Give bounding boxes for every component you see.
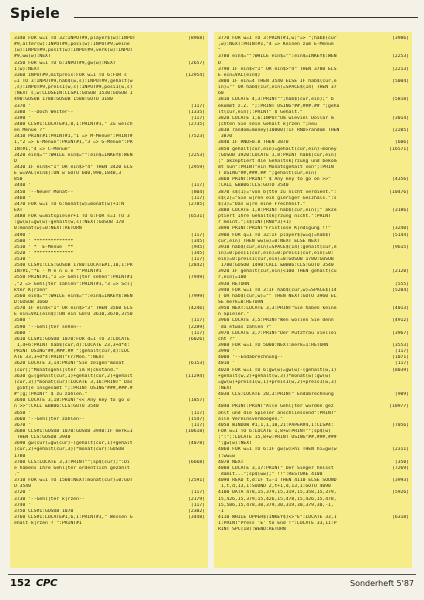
code-text: 3620 LOCATE 3,14:PRINT"Sie zeigen"monat: [14, 361, 125, 367]
code-text: 3810 LOCATE 4,3:PRINT"";hab$(cur,ein);" b: [218, 97, 334, 103]
code-text: SE merk=0:RETURN: [218, 300, 264, 306]
checksum: [6668]: [188, 459, 205, 465]
code-text: |chten Sie sein Gehalt k|rzen ";neu: [218, 121, 317, 127]
code-text: 3920 IF gehalt(cur,ein)<100 THEN gehalt(cu: [218, 269, 337, 275]
code-text: :GOSUB 3920:LOCATE 1,8:PRINT hab$(cur,ein): [218, 152, 337, 158]
code-text: 3360 INPUT#9,mitpreis:FOR w=1 TO 6:FOR s: [14, 72, 127, 78]
code-text: 0:monat(w)=0:NEXT:RETURN: [14, 226, 82, 232]
code-listing-right: [218, 36, 409, 533]
code-text: 3680 CLS#1:GOSUB 1070:GOSUB 3940:IF merk=1: [14, 429, 133, 434]
code-text: 3340 FOR w=1 TO 32:INPUT#9,player$(w):INPUT: [14, 36, 136, 41]
code-text: D:GOSUB 1660: [14, 300, 48, 306]
code-text: 4040 PRINT:PRINT"Alle Gehl|ter wurden gez: [218, 404, 334, 410]
code-text: 3400 CLS#1:LOCATE#1,8,1:PRINT#1," Zu welch: [14, 121, 133, 127]
code-text: 1780:GOSUB 1490:CALL &BB06:CLS:GOTO 3540: [218, 263, 334, 269]
code-text: 3860 PRINT:PRINT" $ Any key to go on >>": [218, 177, 331, 183]
checksum: [117]: [190, 232, 205, 238]
code-text: 3830 random=money(10000):IF RND>random THEN: [218, 128, 340, 134]
code-text: 3440 ': [14, 183, 31, 189]
code-text: 3490 ': [14, 232, 31, 238]
code-text: ein)=0:preis1(cur,ein)=0:GOSUB 1780:GOSUB: [218, 257, 334, 263]
checksum: [3993]: [392, 478, 409, 484]
code-text: ) OR hab$(cur,w)="" THEN NEXT:GOTO 3960 EL: [218, 293, 337, 299]
checksum: [10618]: [185, 429, 205, 434]
code-listing-left: [14, 36, 205, 527]
code-text: ": [218, 48, 221, 54]
code-text: 3520 ' **************: [14, 250, 74, 256]
checksum: [1335]: [188, 109, 205, 115]
checksum: [11294]: [185, 373, 205, 379]
code-text: 15,506,15,478,30,379,30,319,30,379,30,-1,: [218, 502, 334, 508]
code-text: #";g;:PRINT" $ zu zahlen.": [14, 392, 88, 398]
code-text: n >>":CALL &BB06:CLS:GOTO 3540: [14, 404, 99, 410]
code-text: $(3)="Das w|re eine Frechheit.": [218, 201, 306, 207]
checksum: [555]: [394, 281, 409, 287]
checksum: [2657]: [188, 60, 205, 66]
checksum: [909]: [394, 392, 409, 398]
code-text: 3640 LOCATE 3,18:PRINT"<< Any key to go o: [14, 398, 130, 404]
code-text: 3980 FOR w=1 TO 5000:NEXT:merk=1:RETURN: [218, 343, 329, 349]
checksum: [6153]: [188, 361, 205, 367]
checksum: [5926]: [392, 490, 409, 496]
code-text: r meint.";s$(INT(RND*3)+1): [218, 220, 292, 226]
code-text: -1: [218, 508, 224, 514]
code-text: (w):INPUT#9,posit(w):INPUT#9,verk(w):INPUT: [14, 48, 133, 54]
code-text: 3960 LOCATE 3,5:PRINT"Wen wollen Sie denn: [218, 318, 334, 324]
code-text: 3480 FOR w=mitspieler+1 TO 6:FOR s=1 TO 3: [14, 214, 130, 220]
code-text: 3590 '--Gehl|ter sehen--: [14, 324, 82, 330]
code-text: :gw(w)=gw(w)-gehalt(w,s):NEXT:GOSUB 178: [14, 220, 125, 226]
code-text: O 3540: [14, 484, 31, 490]
code-text: INT#1,"4 => C-Menue": [14, 146, 71, 152]
code-text: EXT: [14, 207, 23, 213]
code-text: .": [14, 471, 20, 477]
code-text: damit...";sp$(ww);" !!":RESTORE 4100: [218, 471, 323, 477]
header-rule: [74, 17, 418, 18]
checksum: [117]: [190, 183, 205, 189]
code-text: 1780: [14, 453, 26, 459]
code-text: 3940 FOR w=1 TO 3:IF hab$(cur,w)=SPACE$(14: [218, 287, 337, 293]
code-text: ,"2 => Gehl|ter zahlen":PRINT#1,"3 => Scl|: [14, 281, 133, 287]
code-text: E ein=VAL(ein$):ON ein GOTO 3610,3670,3750: [14, 312, 133, 318]
checksum: [4912]: [392, 318, 409, 324]
code-text: 3460 ': [14, 195, 31, 201]
code-text: 4080 LOCATE 3,17:PRINT" Der Sieger heisst: [218, 465, 334, 471]
code-text: 3970 LOCATE 3,7:PRINT"Der Putzfrau viellei: [218, 330, 337, 336]
code-text: e habens Ihre Gehl|ter ordentlich gezahlt: [14, 465, 130, 471]
code-text: 3500 ' **************: [14, 238, 74, 244]
code-text: 3560 ein$="":WHILE ein$="":ein$=INKEY$:WEN: [14, 293, 133, 299]
checksum: [5818]: [392, 97, 409, 103]
checksum: [2959]: [188, 164, 205, 170]
code-text: 4090 READ t,d:IF t=-1 THEN 4110 ELSE SOUND: [218, 478, 337, 484]
checksum: [8968]: [188, 36, 205, 41]
code-text: 3730 '--Gehl|ter k|rzen--: [14, 496, 85, 502]
code-text: 4070 NEXT: [218, 459, 244, 465]
code-text: THEN CLS:GOSUB 3940: [14, 435, 71, 441]
checksum: [2120]: [392, 269, 409, 275]
checksum: [3553]: [392, 343, 409, 349]
checksum: [117]: [190, 103, 205, 109]
checksum: [117]: [190, 115, 205, 121]
checksum: [7949]: [188, 275, 205, 281]
code-text: 3870: [218, 134, 233, 140]
code-text: :NEXT s,w:CLOSEIN:CLS#1:GOSUB 1530:GOSUB 1: [14, 91, 133, 97]
checksum: [117]: [190, 195, 205, 201]
code-text: 4020 FOR w=1 TO 6:gw(w)=gw(w)-(gehalt(w,1): [218, 367, 337, 373]
code-text: 490:GOSUB 1780:GOSUB 1580:GOTO 3180: [14, 97, 113, 103]
code-text: (cur,2)+gehalt(cur,3))*monat(cur):GOSUB: [14, 447, 125, 453]
code-line: [14, 521, 205, 527]
checksum: [6026]: [188, 336, 205, 342]
code-text: 3690 gw(cur)=gw(cur)-(gehalt(cur,1)+gehalt: [14, 441, 133, 447]
code-text: 850: [14, 177, 23, 183]
issue-label: Sonderheft 5'87: [349, 579, 414, 588]
code-text: 1:PRINT"Press 'E' to End !":LOCATE 33,11:P: [218, 521, 337, 527]
code-text: 3990 ': [218, 349, 235, 355]
code-text: 3890 PRINT:PRINT"Fristlose K|ndigung !!": [218, 226, 331, 232]
checksum: [16571]: [389, 146, 409, 152]
code-text: 1:w):NEXT: [14, 66, 40, 72]
code-text: 3540 CLS#1:CLS:GOSUB 1780:LOCATE#1,10,1:PR: [14, 263, 133, 269]
code-text: 1,"2 => E-Menue":PRINT#1,"3 => G-Menue":PR: [14, 140, 133, 146]
code-text: 3580 ': [14, 318, 31, 324]
code-text: cur,ein) THEN ww(w)=0:NEXT ELSE NEXT: [218, 238, 320, 244]
checksum: [3240]: [392, 226, 409, 232]
code-text: :CALL &BB06:CLS:GOTO 3540: [218, 183, 289, 189]
code-text: ,s):INPUT#9,preis1(w,s):INPUT#9,posi1(w,s): [14, 85, 133, 91]
code-text: 4050 WINDOW #1,1,1,10,21:PAPER#4,1:CLS#4:: [218, 422, 334, 428]
code-text: 3450 '--Neuer Monat--: [14, 189, 74, 195]
checksum: [1071]: [392, 355, 409, 361]
checksum: [117]: [190, 330, 205, 336]
code-text: 3930 RETURN: [218, 281, 250, 287]
code-text: INT#1,"*E - M e n u e *"PRINT#1: [14, 269, 102, 275]
checksum: [5144]: [392, 232, 409, 238]
code-line: [218, 527, 409, 533]
code-text: ehalt k|rzen ? ":PRINT#1: [14, 521, 82, 527]
checksum: [3986]: [392, 36, 409, 41]
checksum: [2302]: [188, 508, 205, 514]
checksum: [117]: [190, 318, 205, 324]
code-text: 4000 '--Endabrechnung--: [218, 355, 283, 361]
code-text: n Spieler.": [218, 312, 250, 318]
code-text: mt nun":PRINT"ein Monatsgehalt von";:PRIN: [218, 164, 334, 170]
code-text: 3700 CLS:LOCATE 3,3:PRINT"";sp$(cur);":Di: [14, 459, 130, 465]
code-text: in)=0:posi1(cur,ein)=0:preis1(cur,ein)=0:: [218, 250, 334, 256]
code-text: 3900 FOR q=1 TO 32:IF player$(w=q)=hab$(: [218, 232, 331, 238]
code-text: 3870 s$(1)="von b|tte zu nicht verdient.":: [218, 189, 337, 195]
code-text: 3550 PRINT#1,"1 => Gehl|ter sehen":PRINT#1: [14, 275, 133, 281]
checksum: [6531]: [188, 214, 205, 220]
checksum: [117]: [190, 257, 205, 263]
checksum: [7523]: [188, 134, 205, 140]
code-text: 4010 ': [218, 361, 235, 367]
checksum: [6318]: [392, 514, 409, 520]
code-text: 3840 IF RND>0.8 THEN 3870: [218, 140, 289, 146]
code-text: 3820 LOCATE 1,6:INPUT"Um wieviel Dollar m: [218, 115, 334, 121]
checksum: [3448]: [188, 514, 205, 520]
code-text: lt(cur,ein);:PRINT" $ Gehalt.": [218, 109, 303, 115]
checksum: [945]: [190, 244, 205, 250]
code-text: 4060 FOR w=1 TO 6:IF gw(w)>hi THEN hi=gw(w: [218, 447, 337, 453]
code-text: =gw(w)+preis1(w,1)+preis1(w,2)+preis1(w,3): [218, 379, 337, 385]
checksum: [606]: [394, 140, 409, 146]
code-text: 3720 ': [14, 490, 31, 496]
code-text: RINT SPC(18):WEND:RETURN: [218, 527, 286, 533]
checksum: [8039]: [392, 367, 409, 373]
code-text: 3600 ': [14, 330, 31, 336]
checksum: [4013]: [392, 306, 409, 312]
code-text: 3350 FOR w=1 TO 6:INPUT#9,gw(w):NEXT: [14, 60, 116, 66]
code-text: 3770 FOR w=1 TO 3:PRINT#1,w;"=> ";hab$(cur: [218, 36, 337, 41]
checksum: [3014]: [392, 115, 409, 121]
code-text: 3530 ': [14, 257, 31, 263]
code-text: ekommt z.Z. ";:PRINT USING"##,###.## ";geha: [218, 103, 340, 109]
checksum: [10476]: [389, 189, 409, 195]
code-text: 3660 '--Gehl|ter zahlen--: [14, 416, 85, 422]
page-header: [8, 6, 420, 26]
code-text: s$(2)="Sie w|ren ein gieriger Geizhals.":s: [218, 195, 337, 201]
section-title: Spiele: [10, 6, 60, 22]
code-text: ):ww=w: [218, 453, 235, 459]
checksum: [345]: [190, 238, 205, 244]
code-text: 3380 '--Doch Weiter--: [14, 109, 74, 115]
code-text: 3800 IF ein=4 THEN 3540 ELSE IF hab$(cur,e: [218, 78, 337, 84]
checksum: [117]: [190, 490, 205, 496]
checksum: [117]: [394, 361, 409, 367]
code-text: PRINT USING"##,###.## ";gehalt(cur,d):LOC: [14, 349, 130, 355]
code-text: ahlt und die Spieler anschliessend":PRINT": [218, 410, 337, 416]
checksum: [3186]: [392, 207, 409, 213]
checksum: [3967]: [392, 330, 409, 336]
checksum: [1857]: [188, 398, 205, 404]
checksum: [4078]: [188, 441, 205, 447]
code-text: alle Vereinsvermoegen.": [218, 416, 283, 422]
code-text: kter K|rzen": [14, 287, 48, 293]
code-text: (cur);"Monatsgehl|lter im R|ckstand.": [14, 367, 119, 373]
code-text: 3670 ': [14, 422, 31, 428]
checksum: [345]: [190, 250, 205, 256]
code-text: cht ?": [218, 336, 235, 342]
checksum: [1547]: [188, 416, 205, 422]
code-text: 3610 CLS#1:GOSUB 1070:FOR d=1 TO 3:LOCATE: [14, 336, 130, 342]
code-text: D: [14, 158, 17, 164]
code-text: 1,d+6:PRINT hab$(cur,d):LOCATE 23,3+d*4:: [14, 343, 130, 349]
checksum: [2253]: [392, 54, 409, 60]
checksum: [7999]: [188, 293, 205, 299]
code-text: da etwas zahlen ?": [218, 324, 272, 330]
checksum: [2253]: [188, 152, 205, 158]
code-text: 3430 IF ein$<"1" OR ein$>"4" THEN 3420 ELS: [14, 164, 133, 170]
checksum: [2179]: [188, 496, 205, 502]
checksum: [4246]: [188, 306, 205, 312]
code-text: 4110 WHILE UPPER$(INKEY$)<>"E":LOCATE 33,1: [218, 514, 337, 520]
code-text: 3370 ': [14, 103, 34, 109]
checksum: [2735]: [188, 121, 205, 127]
code-text: 3880 LOCATE 1,8:PRINT hab$(cur,ein);" akze: [218, 207, 337, 213]
checksum: [2842]: [188, 263, 205, 269]
checksum: [2591]: [188, 478, 205, 484]
checksum: [7269]: [392, 465, 409, 471]
code-text: ": [218, 398, 221, 404]
code-text: 3790 IF ein$<"1" OR ein$>"4" THEN 3780 ELS: [218, 66, 337, 72]
code-text: 3950 NEXT:LOCATE 3,3:PRINT"Sie haben keine: [218, 306, 337, 312]
code-text: ,w):NEXT:PRINT#1,"4 => Keinen zum E-Menue: [218, 42, 334, 48]
code-text: gibt|e insgesamt ";:PRINT USING"###,###.#: [14, 386, 133, 392]
code-text: 3420 ein$="":WHILE ein$="":ein$=INKEY$:WEN: [14, 152, 133, 158]
code-text: in)="" OR hab$(cur,ein)=SPACE$(14) THEN 37: [218, 85, 337, 91]
code-text: 3710 FOR w=1 TO 1500:NEXT:monat(cur)=0:GOT: [14, 478, 133, 484]
code-text: (cur,3))*monat(cur):LOCATE 3,16:PRINT" Das: [14, 379, 133, 385]
code-text: ATE 33,3+d*4:PRINT"Fr/Mon.":NEXT: [14, 355, 105, 361]
code-text: ";gw(w):NEXT: [218, 441, 252, 447]
checksum: [117]: [190, 502, 205, 508]
code-text: 3570 IF ein$<"1" OR ein$>"3" THEN 3560 ELS: [14, 306, 133, 312]
code-text: r,ein)=100: [218, 275, 247, 281]
code-text: +gehalt(w,2)+gehalt(w,3))*monat(w):gw(w): [218, 373, 331, 379]
code-text: 3630 g=(gehalt(cur,1)+gehalt(cur,2)+gehalt: [14, 373, 133, 379]
checksum: [350]: [394, 459, 409, 465]
code-text: 3650 ': [14, 410, 31, 416]
code-text: 3410 PRINT#1:PRINT#1,"1 => M-Menue":PRINT#: [14, 134, 133, 140]
magazine-logo: CPC: [36, 578, 58, 589]
code-text: FOR w=1 TO 6:LOCATE 1,8+w:PRINT"";sp$(w): [218, 429, 331, 434]
code-text: 3390 ': [14, 115, 31, 121]
checksum: [117]: [190, 410, 205, 416]
code-text: :NEXT: [218, 386, 233, 392]
code-text: 3750 CLS#1:GOSUB 1070: [14, 508, 74, 514]
code-text: 3470 FOR w=1 TO 6:monat(w)=monat(w)+1:N: [14, 201, 125, 207]
checksum: [10977]: [389, 404, 409, 410]
listing-column-left: [10, 32, 208, 568]
listing-column-right: [214, 32, 412, 568]
code-text: ;":";:LOCATE 15,8+w:PRINT USING"##,###,###: [218, 435, 337, 441]
checksum: [2311]: [392, 447, 409, 453]
code-text: 4100 DATA 478,15,379,15,319,15,358,15,379,: [218, 490, 337, 496]
code-text: 4030 CLS:LOCATE 20,3:PRINT" Endabrechnung: [218, 392, 334, 398]
code-text: ;" akzeptiert die Gehaltsk|rzung und bekom: [218, 158, 337, 164]
checksum: [12954]: [185, 72, 205, 78]
checksum: [117]: [190, 422, 205, 428]
checksum: [4356]: [392, 177, 409, 183]
page-footer: [8, 574, 416, 592]
code-text: en Menue ?": [14, 128, 46, 134]
checksum: [117]: [394, 349, 409, 355]
code-text: 1,t,d,13,1:SOUND 2,t+1,d,13,1:GOTO 4090: [218, 484, 331, 490]
checksum: [2785]: [188, 201, 205, 207]
code-text: 3850 gehalt(cur,ein)=gehalt(cur,ein)-money: [218, 146, 337, 152]
footer-rule: [8, 574, 416, 575]
checksum: [7056]: [392, 422, 409, 428]
checksum: [9615]: [392, 244, 409, 250]
code-text: ptiert Ihre Gehaltsk|rzung nicht.":PRINT: [218, 214, 331, 220]
code-text: E w=VAL(ein$):ON w GOTO 600,990,1840,3: [14, 171, 122, 177]
code-text: #9,ww(w):NEXT: [14, 54, 51, 60]
code-text: 3740 ': [14, 502, 31, 508]
code-text: 3780 ein$="":WHILE ein$="":ein$=INKEY$:WEN: [218, 54, 337, 60]
code-text: 3510 ' * E-Menue **: [14, 244, 74, 250]
code-text: E ein=VAL(ein$): [218, 72, 261, 78]
checksum: [5204]: [392, 287, 409, 293]
code-text: #9,alter(w):INPUT#9,posi(w):INPUT#9,weine: [14, 42, 130, 48]
code-text: 3910 hab$(cur,ein)=SPACE$(14):gehalt(cur,e: [218, 244, 337, 250]
checksum: [804]: [190, 189, 205, 195]
code-text: 15,426,15,379,15,426,15,478,15,426,15,478,: [218, 496, 337, 502]
checksum: [2213]: [392, 66, 409, 72]
checksum: [2205]: [392, 128, 409, 134]
code-text: T USING"##,###.## ";gehalt(cur,ein): [218, 171, 317, 177]
code-text: 60: [218, 91, 224, 97]
code-text: D: [218, 60, 221, 66]
code-text: =1 TO 3:INPUT#9,hab$(w,s):INPUT#9,gehalt(w: [14, 78, 133, 84]
code-text: 3760 CLS#1:LOCATE#1,6,1:PRINT#1," Wessen G: [14, 514, 133, 520]
checksum: [5004]: [392, 78, 409, 84]
page-number: 152: [10, 578, 31, 589]
checksum: [2289]: [188, 324, 205, 330]
